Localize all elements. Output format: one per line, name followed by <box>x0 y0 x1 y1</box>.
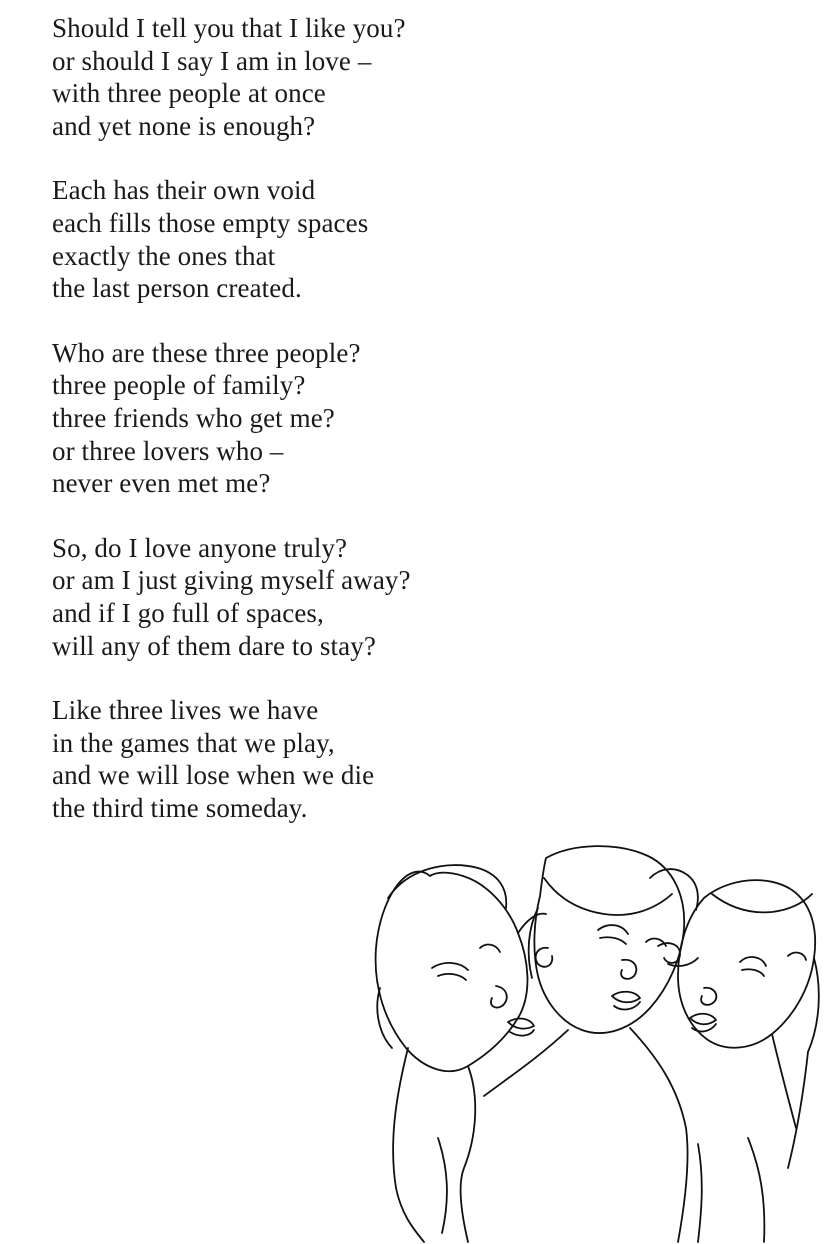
poem-line: the last person created. <box>52 273 302 304</box>
poem-line: or three lovers who – <box>52 435 284 466</box>
poem-line: or should I say I am in love – <box>52 45 372 76</box>
stanza-2 <box>52 174 772 304</box>
poem-line: three friends who get me? <box>52 402 335 433</box>
poem-line: and we will lose when we die <box>52 760 375 791</box>
poem-line: in the games that we play, <box>52 727 335 758</box>
center-face-outline <box>534 846 684 1033</box>
stanza-5 <box>52 694 772 824</box>
poem-line: and if I go full of spaces, <box>52 597 324 628</box>
stanza-1 <box>52 12 772 142</box>
poem-line: will any of them dare to stay? <box>52 630 376 661</box>
stanza-3 <box>52 337 772 500</box>
poem-line: the third time someday. <box>52 792 308 823</box>
poem-line: Who are these three people? <box>52 337 361 368</box>
poem-line: Like three lives we have <box>52 695 319 726</box>
poem-line: or am I just giving myself away? <box>52 565 411 596</box>
stanza-4 <box>52 532 772 662</box>
poem-line: exactly the ones that <box>52 240 276 271</box>
poem-line: three people of family? <box>52 370 306 401</box>
three-faces-line-art-icon <box>368 838 828 1244</box>
poem-line: So, do I love anyone truly? <box>52 532 348 563</box>
poem-line: never even met me? <box>52 468 271 499</box>
poem-line: each fills those empty spaces <box>52 207 369 238</box>
poem-line: Should I tell you that I like you? <box>52 13 406 43</box>
poem-line: with three people at once <box>52 78 326 109</box>
poem-line: and yet none is enough? <box>52 110 316 141</box>
poem-line: Each has their own void <box>52 175 316 206</box>
left-face-outline <box>376 872 528 1072</box>
poem <box>52 12 772 856</box>
